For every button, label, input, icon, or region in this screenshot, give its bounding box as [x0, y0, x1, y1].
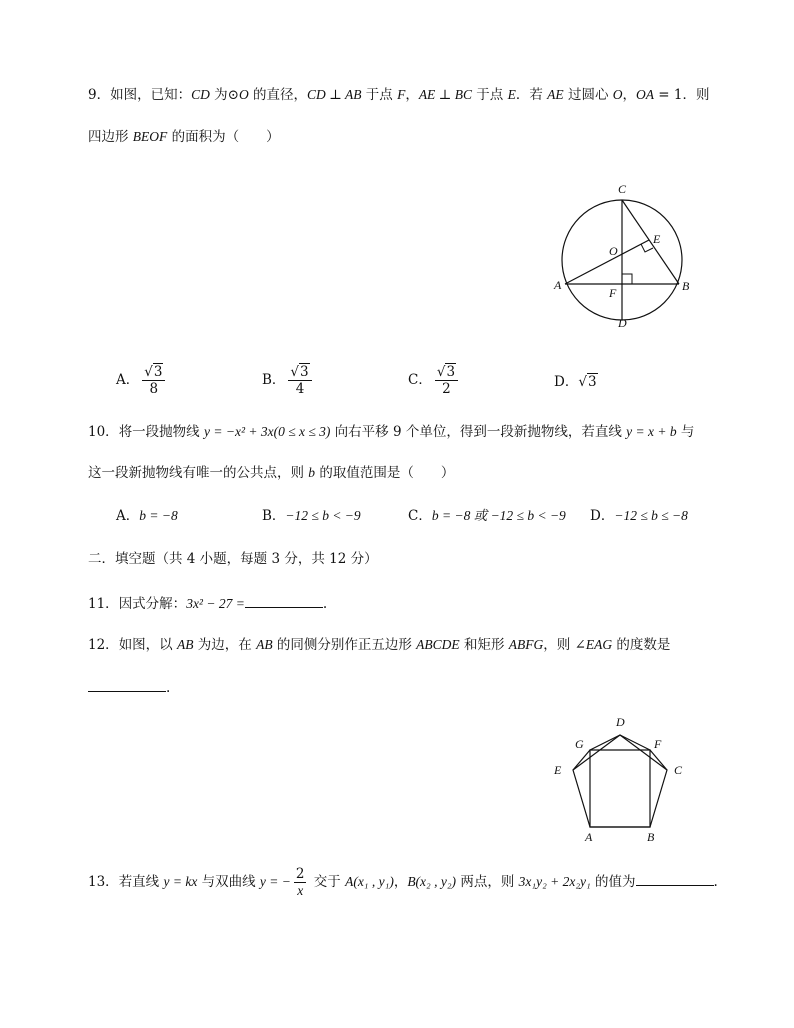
q12-line2: [88, 678, 170, 697]
q11-line: [88, 594, 327, 613]
q9-number: 9．: [88, 87, 111, 103]
q12-math: ∠EAG: [574, 637, 613, 652]
sqrt: √3: [578, 374, 597, 390]
q12-text: ，则: [543, 637, 575, 653]
label-c: C: [674, 763, 683, 777]
radicand: 3: [446, 364, 456, 380]
q12-text: 的同侧分别作正五边形: [272, 637, 417, 653]
q10-option-d: [590, 507, 688, 525]
q11-text: 因式分解：: [118, 596, 187, 612]
q12-text: 为边，在: [193, 637, 257, 653]
q10-math: y = −x² + 3x(0 ≤ x ≤ 3): [203, 424, 331, 439]
pentagon-abcde: [573, 735, 667, 827]
answer-blank[interactable]: [636, 872, 714, 886]
q9-text: 的直径，: [248, 87, 308, 103]
option-label: C．: [408, 372, 432, 388]
denominator: 4: [295, 381, 305, 397]
q9-text: 为⊙: [209, 87, 239, 103]
radicand: 3: [153, 364, 163, 380]
segment-df: [620, 735, 650, 750]
q9-math: OA: [636, 87, 654, 102]
label-e: E: [554, 763, 562, 777]
fraction: $\frac{√3}{4}$: [288, 364, 311, 397]
q12-text: 如图，以: [118, 637, 177, 653]
option-label: D．: [590, 508, 615, 524]
q9-math: F: [397, 87, 406, 102]
q12-text: 的度数是: [612, 637, 671, 653]
q9-text: 的面积为（ ）: [167, 129, 280, 145]
option-text: −12 ≤ b < −9: [285, 508, 361, 523]
label-c: C: [618, 182, 627, 196]
q13-text: 交于: [309, 874, 346, 890]
q13-text: 的值为: [590, 874, 636, 890]
q10-math: y = x + b: [626, 424, 677, 439]
option-label: A．: [116, 372, 140, 388]
label-f: F: [654, 737, 662, 751]
q11-math: 3x² − 27 =: [186, 596, 245, 611]
q10-line2: [88, 464, 454, 482]
q10-text: 将一段抛物线: [118, 424, 204, 440]
q9-text: 于点: [361, 87, 398, 103]
q10-text: 的取值范围是（ ）: [315, 465, 455, 481]
label-a: A: [585, 830, 593, 844]
segment-ae: [565, 240, 649, 284]
radicand: 3: [300, 364, 309, 380]
label-o: O: [609, 244, 618, 258]
q10-option-a: [116, 507, 178, 525]
q9-text: ，: [622, 87, 636, 103]
right-angle-e: [641, 244, 653, 252]
segment-eg: [573, 750, 590, 770]
q10-math: b: [308, 465, 316, 480]
q9-text: = 1．则: [654, 87, 710, 103]
fraction: [294, 866, 307, 899]
q13-text: 若直线: [118, 874, 164, 890]
q10-text: 与: [676, 424, 695, 440]
option-text: b = −8 或 −12 ≤ b < −9: [431, 508, 566, 523]
answer-blank[interactable]: [245, 594, 323, 608]
rectangle-abfg: [590, 750, 650, 827]
q13-end: .: [713, 874, 718, 890]
label-f: F: [609, 286, 617, 300]
q13-math: A(x₁ , y₁): [345, 874, 394, 889]
section-heading: 二．填空题（共 4 小题，每题 3 分，共 12 分）: [88, 551, 378, 567]
q12-pentagon-figure: [548, 710, 698, 845]
q12-end: .: [166, 680, 171, 696]
q10-number: 10．: [88, 424, 119, 440]
q9-option-a: [116, 364, 168, 397]
option-label: A．: [116, 508, 140, 524]
q9-math: CD: [191, 87, 210, 102]
denominator: 2: [442, 381, 451, 397]
right-angle-f: [622, 274, 632, 284]
label-g: G: [575, 737, 584, 751]
q9-text: 如图，已知：: [110, 87, 192, 103]
q10-text: 这一段新抛物线有唯一的公共点，则: [88, 465, 309, 481]
option-text: −12 ≤ b ≤ −8: [614, 508, 688, 523]
option-label: D．: [554, 374, 579, 390]
q13-number: 13．: [88, 874, 119, 890]
segment-fc: [650, 750, 667, 770]
q12-line1: [88, 636, 670, 654]
option-label: C．: [408, 508, 432, 524]
denominator: 8: [149, 381, 159, 397]
q9-circle-figure: [545, 175, 705, 335]
q9-math: BEOF: [132, 129, 168, 144]
q10-text: 向右平移 9 个单位，得到一段新抛物线，若直线: [330, 424, 627, 440]
segment-dg: [590, 735, 620, 750]
q10-option-c: [408, 507, 566, 525]
label-b: B: [682, 279, 690, 293]
q9-text: ．若: [515, 87, 548, 103]
q13-math: y = −: [259, 874, 291, 889]
fraction: $\frac{√3}{2}$: [435, 364, 458, 397]
q9-line2: [88, 128, 280, 146]
answer-blank[interactable]: [88, 678, 166, 692]
q11-number: 11．: [88, 596, 119, 612]
denominator: x: [297, 883, 304, 898]
q13-text: ，: [393, 874, 408, 890]
q12-math: ABCDE: [416, 637, 460, 652]
radicand: 3: [587, 374, 597, 390]
q9-math: E: [507, 87, 516, 102]
q11-end: .: [322, 596, 328, 612]
q12-text: 和矩形: [459, 637, 509, 653]
q13-text: 两点，则: [456, 874, 519, 890]
q9-math: O: [238, 87, 249, 102]
label-b: B: [647, 830, 655, 844]
label-a: A: [554, 278, 562, 292]
q13-math: B(x₂ , y₂): [407, 874, 457, 889]
q9-math: O: [612, 87, 623, 102]
q9-option-b: [262, 364, 315, 397]
q9-math: CD ⊥ AB: [307, 87, 362, 102]
q9-line1: [88, 86, 709, 104]
q12-number: 12．: [88, 637, 119, 653]
option-label: B．: [262, 508, 286, 524]
numerator: 2: [295, 866, 305, 882]
fraction: $\frac{√3}{8}$: [142, 364, 165, 397]
q9-math: AE ⊥ BC: [418, 87, 473, 102]
label-d: D: [616, 715, 625, 729]
q13-line: [88, 866, 718, 899]
q13-math: 3x₁y₂ + 2x₂y₁: [518, 874, 591, 889]
q12-math: AB: [256, 637, 273, 652]
q10-option-b: [262, 507, 361, 525]
q12-math: ABFG: [508, 637, 544, 652]
q9-text: 过圆心: [563, 87, 613, 103]
q9-text: 四边形: [88, 129, 133, 145]
label-e: E: [653, 232, 661, 246]
option-text: b = −8: [139, 508, 178, 523]
q9-option-c: [408, 364, 461, 397]
segment-cb: [622, 200, 679, 284]
label-d: D: [618, 316, 627, 330]
q13-text: 与双曲线: [197, 874, 260, 890]
q9-text: 于点: [472, 87, 508, 103]
q9-option-d: [554, 373, 598, 391]
q13-math: y = kx: [163, 874, 198, 889]
q9-math: AE: [547, 87, 564, 102]
option-label: B．: [262, 372, 286, 388]
q12-math: AB: [176, 637, 194, 652]
q10-line1: [88, 423, 694, 441]
q9-text: ，: [405, 87, 419, 103]
